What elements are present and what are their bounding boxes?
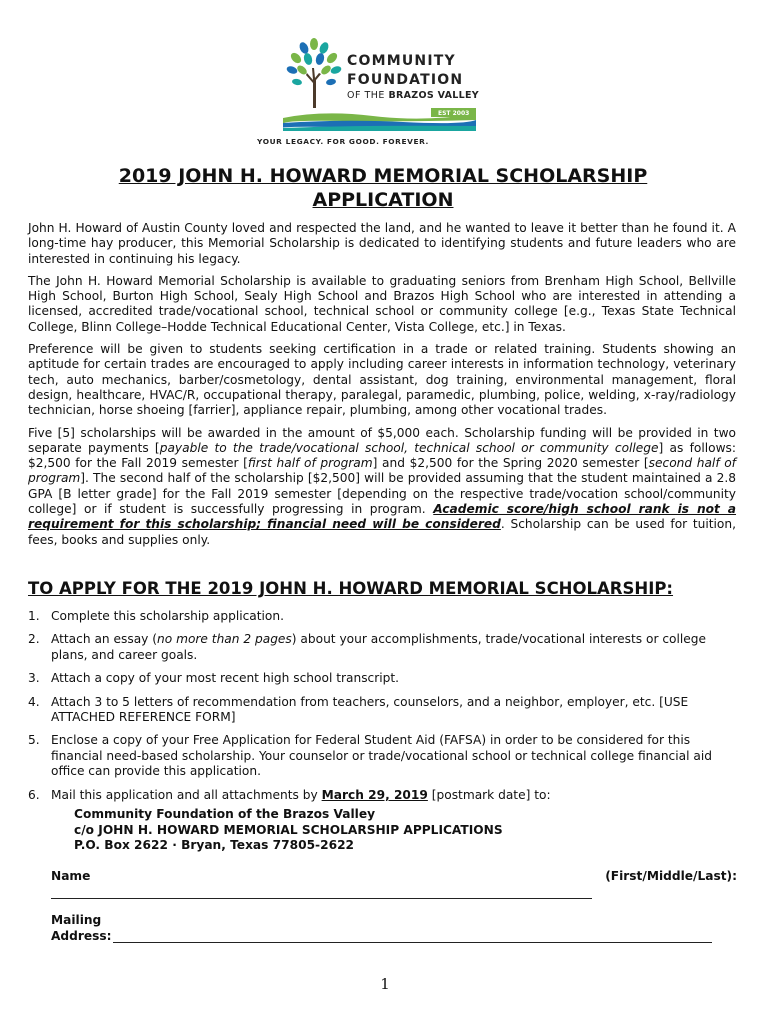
step-text-a: Mail this application and all attachments by (51, 787, 322, 802)
awards-emphasis: Academic score/high school rank is not a requirement for this scholarship; financial need will be considered (28, 502, 737, 532)
address-line3: P.O. Box 2622 · Bryan, Texas 77805-2622 (74, 838, 355, 853)
step-text (51, 632, 728, 663)
paragraph-legacy: John H. Howard of Austin County loved and respected the land, and he wanted to leave it better than he found it. A long-time hay producer, this Memorial Scholarship is dedicated to identifying students and future leaders who are interested in continuing his legacy. (28, 221, 736, 266)
logo-of-the: OF THE (347, 90, 385, 101)
page-number: 1 (380, 975, 390, 993)
name-hint: (First/Middle/Last): (605, 869, 737, 883)
list-item (28, 632, 728, 663)
step-number: 5. (28, 733, 40, 748)
paragraph-eligibility: The John H. Howard Memorial Scholarship is available to graduating seniors from Brenham High School, Bellville High School, Burton High School, Sealy High School and Brazos High School who are interested in attending a licensed, accredited trade/vocational school, technical school or community college [e.g., Texas State Technical College, Blinn College–Hodde Technical Educational Center, Vista College, etc.] in Texas. (28, 273, 736, 334)
step-text-b: ) about your accomplishments, trade/vocational interests or college plans, and career goals. (51, 632, 706, 662)
awards-text-c: ] and $2,500 for the Spring 2020 semester [ (372, 456, 649, 471)
awards-text-e: . Scholarship can be used for tuition, fees, books and supplies only. (28, 517, 736, 547)
step-number: 3. (28, 671, 40, 686)
address-line1: Community Foundation of the Brazos Valley (74, 807, 376, 822)
tree-icon (285, 38, 345, 108)
title-line2: APPLICATION (312, 189, 454, 211)
logo-line1: COMMUNITY (347, 53, 456, 69)
awards-text-b: ] as follows: $2,500 for the Fall 2019 semester [ (28, 440, 736, 471)
awards-italic-2: first half of program (247, 456, 373, 471)
logo-tagline: YOUR LEGACY. FOR GOOD. FOREVER. (257, 137, 429, 146)
address-line2: c/o JOHN H. HOWARD MEMORIAL SCHOLARSHIP APPLICATIONS (74, 822, 503, 837)
step-text: Enclose a copy of your Free Application for Federal Student Aid (FAFSA) in order to be considered for this financial need-based scholarship. Your counselor or trade/vocational school or technical college financial aid office can provide this application. (51, 733, 712, 779)
step-text: Attach 3 to 5 letters of recommendation from teachers, counselors, and a neighbor, employer, etc. [USE ATTACHED REFERENCE FORM] (51, 694, 689, 725)
list-item (28, 788, 728, 803)
paragraph-preference: Preference will be given to students seeking certification in a trade or related training. Students showing an aptitude for certain trades are encouraged to apply including career interests in information technology, veterinary tech, auto mechanics, barber/cosmetology, dental assistant, dog training, environmental management, floral design, healthcare, HVAC/R, occupational therapy, paralegal, paramedic, plumbing, police, welding, x-ray/radiology technician, horse shoeing [farrier], appliance repair, plumbing, among other vocational trades. (28, 342, 736, 418)
apply-heading: TO APPLY FOR THE 2019 JOHN H. HOWARD MEMORIAL SCHOLARSHIP: (28, 579, 674, 598)
step-text: Attach a copy of your most recent high school transcript. (51, 671, 400, 686)
step-number: 4. (28, 694, 40, 709)
list-item (28, 695, 728, 726)
name-label: Name (51, 869, 91, 883)
logo-line2: FOUNDATION (347, 72, 464, 88)
awards-text-d: ]. The second half of the scholarship [$2,500] will be provided assuming that the student maintained a 2.8 GPA [B letter grade] for the Fall 2019 semester [depending on the respective trade/vocation school/community college] or if student is successfully progressing in program. (28, 471, 736, 517)
mailing-address-block (74, 807, 728, 854)
list-item (28, 609, 728, 624)
step-number: 6. (28, 787, 40, 802)
name-field-row (51, 869, 737, 883)
awards-italic-1: payable to the trade/vocational school, technical school or community college (159, 440, 659, 455)
logo-subtitle (347, 90, 479, 101)
step-text-a: Attach an essay ( (51, 632, 158, 647)
intro-body (28, 221, 736, 555)
list-item (28, 671, 728, 686)
address-input-line[interactable] (113, 942, 712, 943)
name-input-line[interactable] (51, 898, 592, 899)
title-line1: 2019 JOHN H. HOWARD MEMORIAL SCHOLARSHIP (118, 165, 648, 187)
paragraph-awards (28, 426, 736, 548)
step-number: 2. (28, 632, 40, 647)
awards-text-a: Five [5] scholarships will be awarded in the amount of $5,000 each. Scholarship funding will be provided in two separate payments [ (28, 425, 736, 455)
logo-wordmark (347, 52, 463, 90)
deadline-date: March 29, 2019 (321, 787, 428, 802)
foundation-logo (257, 38, 483, 150)
mailing-address-field (51, 913, 112, 944)
step-text: Complete this scholarship application. (51, 609, 284, 623)
step-text-b: [postmark date] to: (427, 787, 551, 802)
logo-est: EST 2003 (438, 110, 470, 117)
step-text (51, 788, 728, 803)
awards-italic-3: second half of program (28, 456, 736, 486)
logo-region: BRAZOS VALLEY (388, 90, 479, 101)
apply-steps-list (28, 609, 728, 854)
step-text-italic: no more than 2 pages (157, 632, 292, 647)
address-label: Address: (51, 928, 112, 943)
mailing-label: Mailing (51, 913, 102, 927)
step-number: 1. (28, 609, 40, 623)
list-item (28, 733, 728, 779)
page-title (60, 164, 706, 212)
